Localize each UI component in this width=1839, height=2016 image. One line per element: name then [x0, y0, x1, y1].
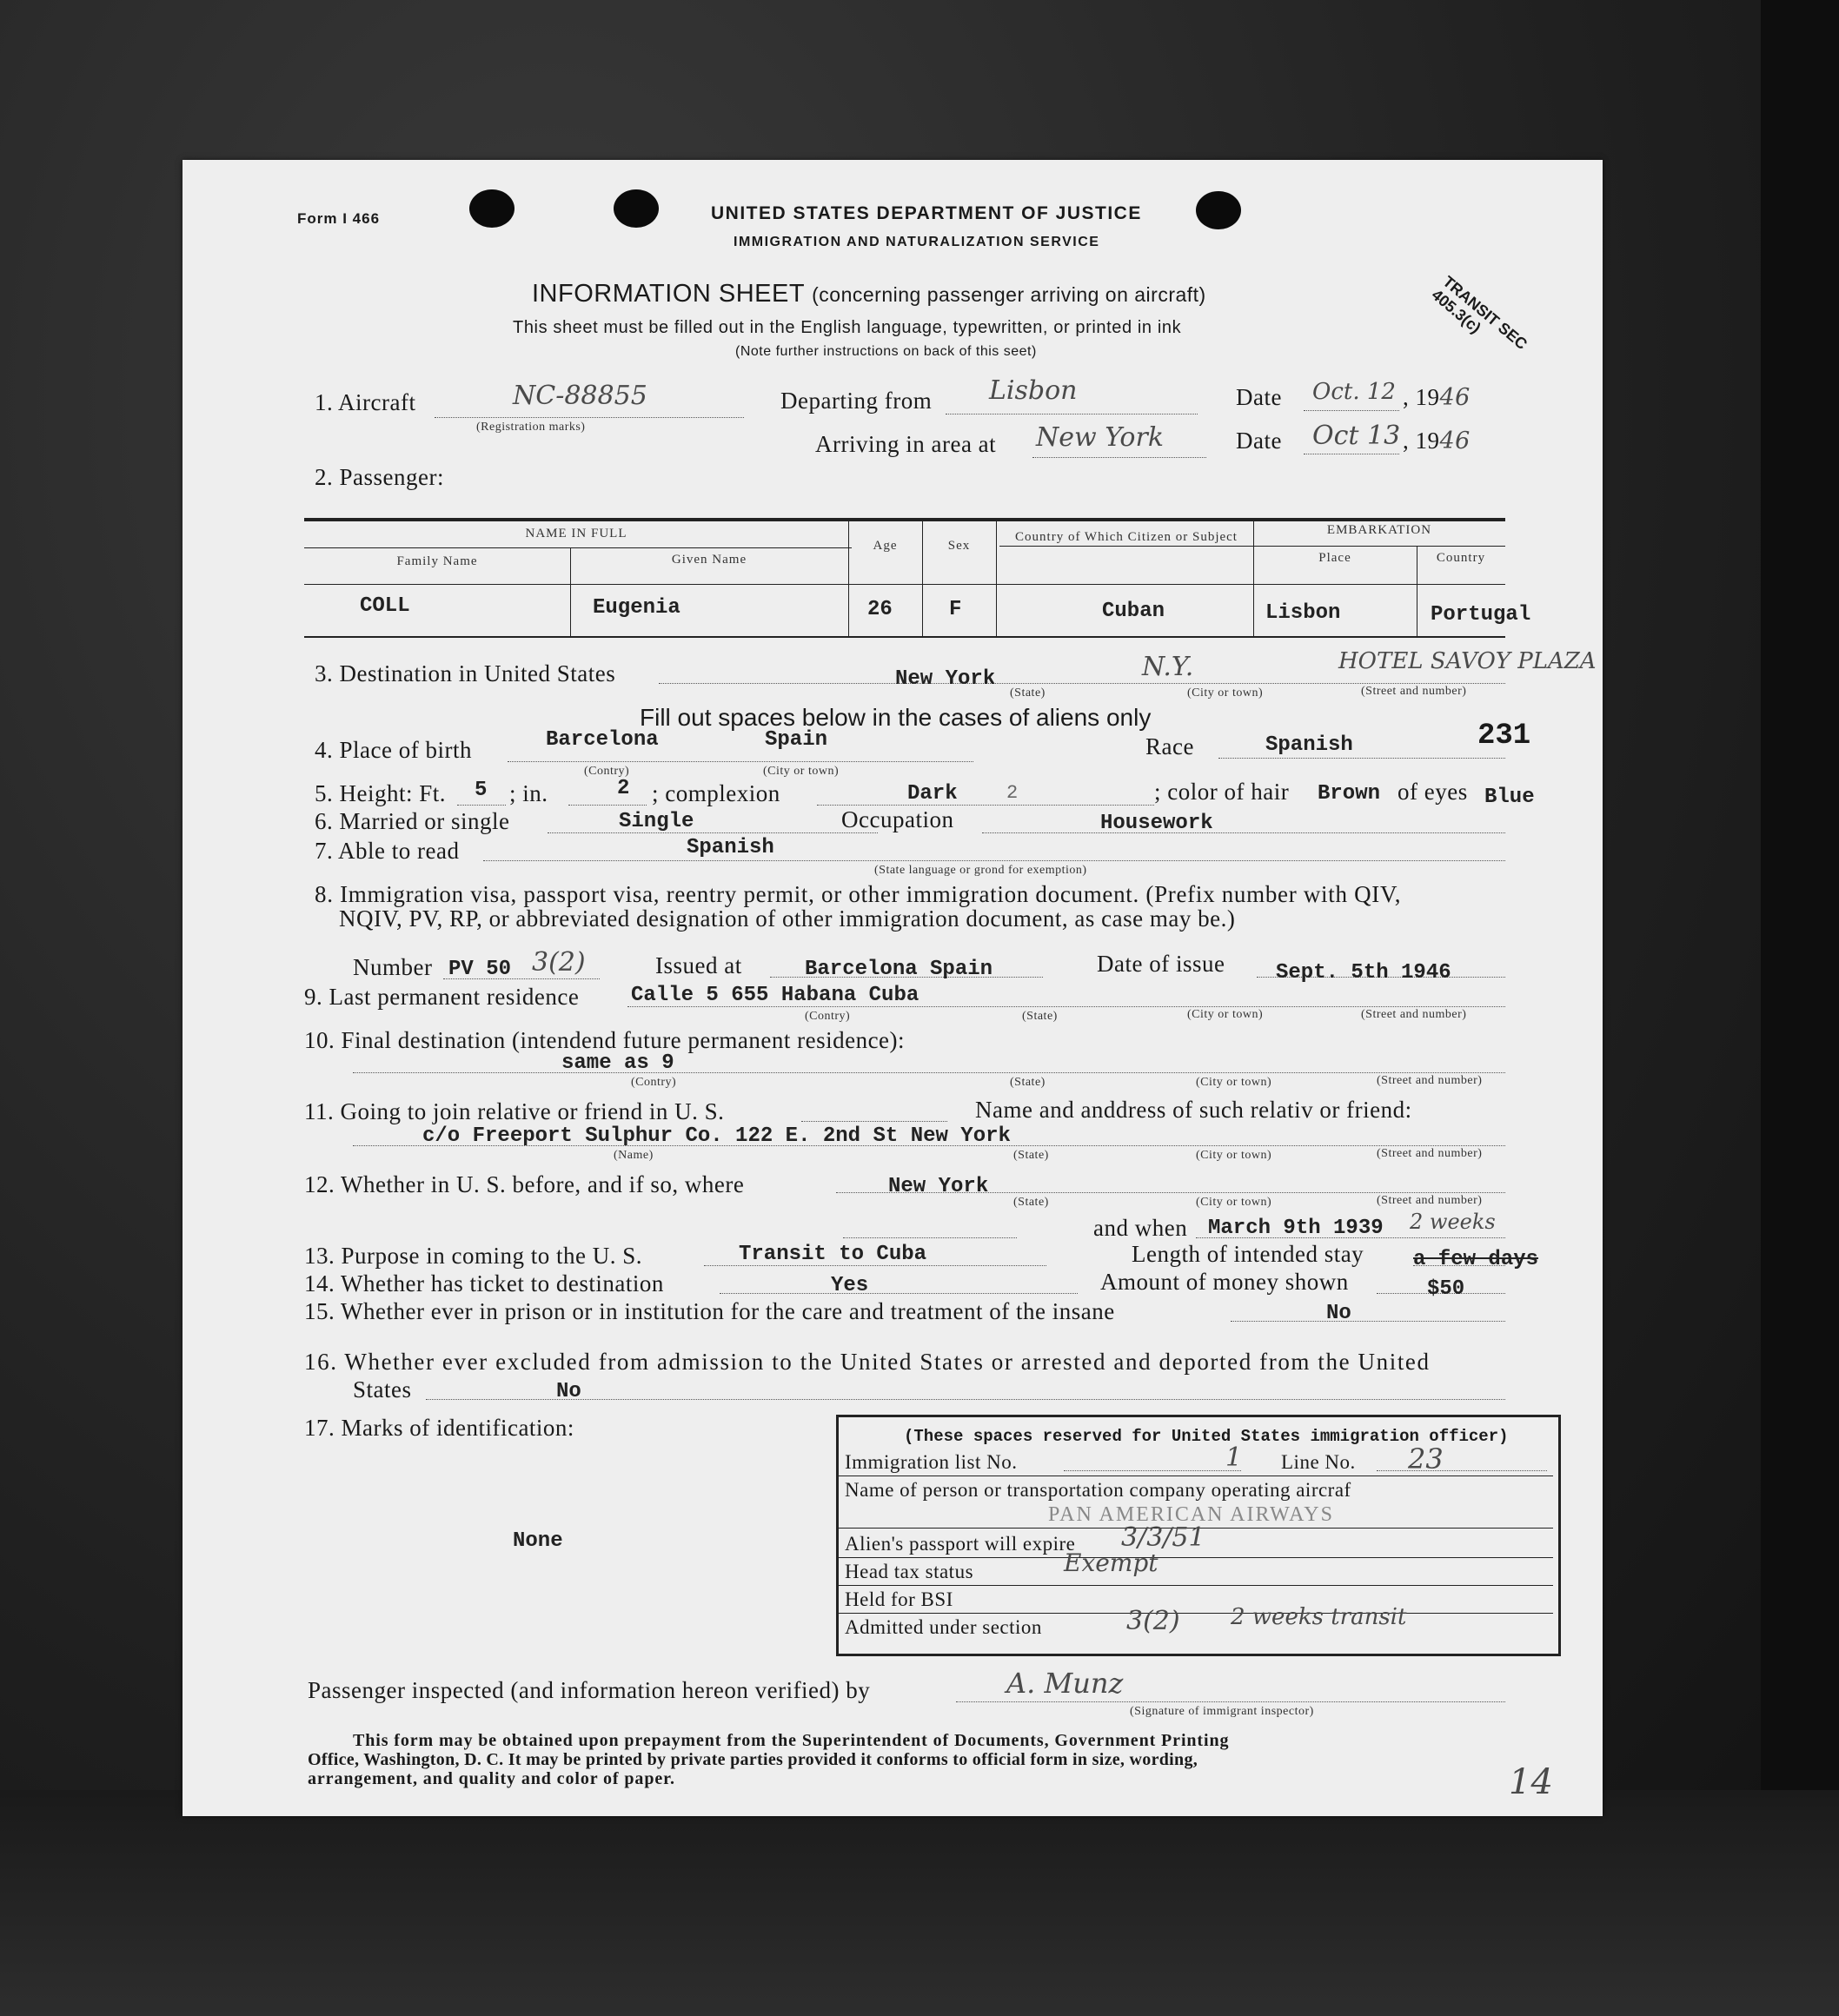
th-given-name: Given Name [671, 553, 747, 567]
residence-cap-city: (City or town) [1187, 1008, 1264, 1021]
eyes-value: Blue [1484, 786, 1535, 809]
passport-expire-label: Alien's passport will expire [845, 1533, 1076, 1555]
issued-value: Barcelona Spain [805, 958, 993, 981]
date-issue-label: Date of issue [1097, 951, 1225, 977]
height-in: 2 [617, 777, 630, 800]
note-text: (Note further instructions on back of this seet) [735, 344, 1037, 359]
race-line [1218, 758, 1505, 759]
date-arrival-label: Date [1236, 428, 1282, 454]
head-tax-label: Head tax status [845, 1561, 974, 1582]
date-departure-year-prefix: 19 [1415, 384, 1440, 410]
before-label: 12. Whether in U. S. before, and if so, where [304, 1171, 745, 1197]
purpose-value: Transit to Cuba [739, 1243, 927, 1266]
passenger-citizen: Cuban [1102, 600, 1165, 623]
table-header-rule [304, 584, 1505, 585]
arriving-line [1032, 457, 1206, 458]
departing-value: Lisbon [989, 375, 1078, 406]
destination-line [659, 683, 1505, 684]
table-col-rule [996, 520, 997, 636]
list-no-value: 1 [1225, 1442, 1243, 1473]
th-country: Country [1436, 551, 1486, 565]
purpose-label: 13. Purpose in coming to the U. S. [304, 1243, 642, 1269]
money-label: Amount of money shown [1100, 1269, 1349, 1295]
inspection-caption: (Signature of immigrant inspector) [1130, 1705, 1314, 1718]
line-no-value: 23 [1408, 1442, 1444, 1476]
table-bottom-rule [304, 636, 1505, 638]
head-tax-value: Exempt [1064, 1548, 1159, 1577]
bsi-label: Held for BSI [845, 1588, 953, 1610]
destination-cap-city: (City or town) [1187, 686, 1264, 700]
hair-value: Brown [1318, 782, 1381, 806]
aircraft-value: NC-88855 [513, 381, 647, 411]
aircraft-label: 1. Aircraft [315, 389, 416, 415]
excluded-value: No [556, 1380, 581, 1403]
visa-number-label: Number [353, 954, 433, 980]
birth-cap-country: (Contry) [584, 765, 630, 778]
sheet-title-main: INFORMATION SHEET [532, 280, 805, 308]
th-sex: Sex [947, 539, 971, 553]
hair-label: ; color of hair [1154, 779, 1290, 805]
inspection-label: Passenger inspected (and information hereon verified) by [308, 1677, 871, 1703]
date-departure-value: Oct. 12 [1312, 379, 1396, 405]
race-value: Spanish [1265, 733, 1353, 757]
residence-label: 9. Last permanent residence [304, 984, 580, 1010]
prison-value: No [1326, 1302, 1351, 1325]
section-hand: 2 weeks transit [1231, 1604, 1407, 1630]
destination-city: N.Y. [1142, 652, 1194, 682]
money-value: $50 [1427, 1277, 1465, 1301]
th-place: Place [1318, 551, 1351, 565]
join-name-label: Name and anddress of such relativ or friend: [975, 1097, 1412, 1123]
occupation-label: Occupation [841, 806, 954, 832]
join-cap-street: (Street and number) [1377, 1147, 1483, 1160]
final-dest-cap-state: (State) [1010, 1076, 1046, 1089]
date-departure-line [1304, 410, 1399, 411]
officer-rule [839, 1585, 1553, 1586]
destination-street: HOTEL SAVOY PLAZA [1338, 648, 1597, 674]
final-dest-value: same as 9 [561, 1051, 674, 1075]
destination-cap-street: (Street and number) [1361, 685, 1467, 698]
form-number: Form I 466 [297, 210, 381, 227]
marks-label: 17. Marks of identification: [304, 1415, 574, 1441]
destination-state: New York [895, 667, 996, 691]
service-title: IMMIGRATION AND NATURALIZATION SERVICE [734, 235, 1100, 249]
embark-place: Lisbon [1265, 601, 1341, 625]
issued-label: Issued at [655, 952, 742, 978]
destination-label: 3. Destination in United States [315, 660, 616, 686]
read-label: 7. Able to read [315, 838, 460, 864]
list-no-label: Immigration list No. [845, 1451, 1018, 1473]
married-line [548, 832, 878, 833]
passport-expire-value: 3/3/51 [1121, 1522, 1205, 1553]
before-cap-city: (City or town) [1196, 1196, 1272, 1209]
stamp-number: 231 [1477, 720, 1531, 753]
line-no-line [1377, 1470, 1547, 1471]
join-line [801, 1121, 947, 1122]
passenger-family-name: COLL [360, 594, 410, 618]
departing-label: Departing from [780, 388, 933, 414]
transit-stamp: TRANSIT SEC 405.3(c) [1428, 272, 1531, 354]
scan-edge-right [1761, 0, 1839, 2016]
ticket-value: Yes [831, 1274, 869, 1297]
arriving-label: Arriving in area at [815, 431, 997, 457]
complexion-line [817, 805, 1154, 806]
footer-line-1: This form may be obtained upon prepayment from the Superintendent of Documents, Government Printing [353, 1731, 1230, 1750]
height-in-label: ; in. [509, 780, 548, 806]
excluded-line [426, 1399, 1505, 1400]
prison-label: 15. Whether ever in prison or in institution for the care and treatment of the insane [304, 1298, 1115, 1324]
section-label: Admitted under section [845, 1616, 1042, 1638]
eyes-label: of eyes [1398, 779, 1468, 805]
punch-hole [469, 189, 515, 228]
th-family-name: Family Name [396, 554, 478, 568]
line-no-label: Line No. [1281, 1451, 1356, 1473]
form-sheet [183, 160, 1603, 1816]
birth-label: 4. Place of birth [315, 737, 472, 763]
stay-value: a few days [1413, 1248, 1539, 1271]
company-label: Name of person or transportation company operating aircraf [845, 1479, 1351, 1501]
sheet-title-sub: (concerning passenger arriving on aircraft) [812, 283, 1206, 306]
prison-line [1231, 1321, 1505, 1322]
excluded-label: 16. Whether ever excluded from admission to the United States or arrested and deported from the United [304, 1349, 1431, 1375]
birth-country: Barcelona [546, 728, 659, 752]
sheet-title [532, 280, 1206, 308]
join-label: 11. Going to join relative or friend in U. S. [304, 1098, 725, 1124]
ticket-line [720, 1293, 1078, 1294]
before-value: New York [888, 1175, 989, 1198]
height-ft: 5 [475, 779, 488, 802]
final-dest-line [353, 1072, 1505, 1073]
height-in-line [568, 805, 647, 806]
section-value: 3(2) [1126, 1606, 1180, 1636]
birth-line [508, 761, 973, 762]
instruction-text: This sheet must be filled out in the English language, typewritten, or printed in ink [513, 318, 1182, 337]
complexion-mark: 2 [1006, 782, 1019, 804]
passenger-age: 26 [867, 598, 893, 621]
marks-value: None [513, 1529, 563, 1553]
birth-city: Spain [765, 728, 828, 752]
embark-country: Portugal [1431, 603, 1531, 627]
read-caption: (State language or grond for exemption) [874, 864, 1087, 877]
join-cap-name: (Name) [614, 1149, 654, 1162]
read-line [483, 860, 1505, 861]
date-departure-year-value: 46 [1439, 384, 1471, 411]
final-dest-cap-city: (City or town) [1196, 1076, 1272, 1089]
stay-label: Length of intended stay [1132, 1241, 1364, 1267]
date-issue-value: Sept. 5th 1946 [1276, 961, 1451, 985]
occupation-value: Housework [1100, 812, 1213, 835]
ticket-label: 14. Whether has ticket to destination [304, 1270, 664, 1296]
scan-edge-bottom [0, 1790, 1839, 2016]
join-cap-state: (State) [1013, 1149, 1049, 1162]
table-name-rule [304, 547, 852, 548]
final-dest-cap-country: (Contry) [631, 1076, 677, 1089]
th-age: Age [873, 539, 898, 553]
officer-rule [839, 1613, 1553, 1614]
visa-label: 8. Immigration visa, passport visa, reentry permit, or other immigration document. (Prefix number with QIV, [315, 881, 1402, 907]
table-col-rule [848, 520, 849, 636]
inspection-line [956, 1701, 1505, 1702]
passenger-label: 2. Passenger: [315, 464, 444, 490]
residence-cap-state: (State) [1022, 1010, 1058, 1023]
residence-value: Calle 5 655 Habana Cuba [631, 984, 920, 1007]
passenger-given-name: Eugenia [593, 596, 680, 620]
residence-cap-country: (Contry) [805, 1010, 851, 1023]
birth-cap-city: (City or town) [763, 765, 840, 778]
page-number: 14 [1509, 1762, 1553, 1802]
join-value: c/o Freeport Sulphur Co. 122 E. 2nd St New York [422, 1124, 1011, 1148]
final-dest-cap-street: (Street and number) [1377, 1074, 1483, 1087]
aircraft-caption: (Registration marks) [476, 421, 586, 434]
visa-number: PV 50 [448, 958, 512, 981]
date-arrival-year-value: 46 [1439, 428, 1471, 454]
table-embark-rule [999, 546, 1505, 547]
officer-rule [839, 1557, 1553, 1558]
occupation-line [982, 832, 1505, 833]
before-cap-state: (State) [1013, 1196, 1049, 1209]
complexion-label: ; complexion [652, 780, 780, 806]
officer-header: (These spaces reserved for United States immigration officer) [904, 1427, 1509, 1446]
punch-hole [1196, 191, 1241, 229]
th-country-citizen: Country of Which Citizen or Subject [1015, 530, 1238, 544]
arriving-value: New York [1036, 422, 1164, 453]
excluded-label-2: States [353, 1376, 412, 1403]
final-dest-label: 10. Final destination (intendend future permanent residence): [304, 1027, 906, 1053]
join-cap-city: (City or town) [1196, 1149, 1272, 1162]
married-value: Single [619, 810, 694, 833]
married-label: 6. Married or single [315, 808, 510, 834]
date-arrival-value: Oct 13 [1312, 421, 1401, 451]
list-no-line [1064, 1470, 1241, 1471]
table-col-rule [922, 520, 923, 636]
date-departure-label: Date [1236, 384, 1282, 410]
when-label: and when [1093, 1215, 1188, 1241]
footer-line-3: arrangement, and quality and color of paper. [308, 1769, 675, 1788]
date-arrival-year-prefix: 19 [1415, 428, 1440, 454]
when-hand: 2 weeks [1410, 1210, 1496, 1234]
height-ft-line [457, 805, 506, 806]
height-label: 5. Height: Ft. [315, 780, 447, 806]
th-embarkation: EMBARKATION [1326, 523, 1432, 537]
complexion-value: Dark [907, 782, 958, 806]
inspector-signature: A. Munz [1006, 1667, 1124, 1700]
before-when-blank [843, 1237, 1017, 1238]
residence-cap-street: (Street and number) [1361, 1008, 1467, 1021]
when-value: March 9th 1939 [1208, 1217, 1384, 1240]
punch-hole [614, 189, 659, 228]
destination-cap-state: (State) [1010, 686, 1046, 700]
th-name-in-full: NAME IN FULL [525, 527, 627, 540]
read-value: Spanish [687, 836, 774, 859]
department-title: UNITED STATES DEPARTMENT OF JUSTICE [711, 203, 1142, 223]
date-arrival-year: , 1946 [1403, 428, 1471, 454]
table-top-rule [304, 518, 1505, 521]
footer-line-2: Office, Washington, D. C. It may be printed by private parties provided it conforms to official form in size, wording, [308, 1750, 1198, 1769]
passenger-sex: F [949, 598, 962, 621]
aircraft-line [435, 417, 744, 418]
race-label: Race [1145, 733, 1194, 759]
visa-number-hand: 3(2) [532, 947, 586, 978]
visa-label-2: NQIV, PV, RP, or abbreviated designation of other immigration document, as case may be.) [339, 905, 1236, 932]
before-cap-street: (Street and number) [1377, 1194, 1483, 1207]
aliens-note: Fill out spaces below in the cases of aliens only [640, 704, 1152, 731]
company-value: PAN AMERICAN AIRWAYS [1048, 1503, 1334, 1526]
date-departure-year: , 1946 [1403, 384, 1471, 411]
